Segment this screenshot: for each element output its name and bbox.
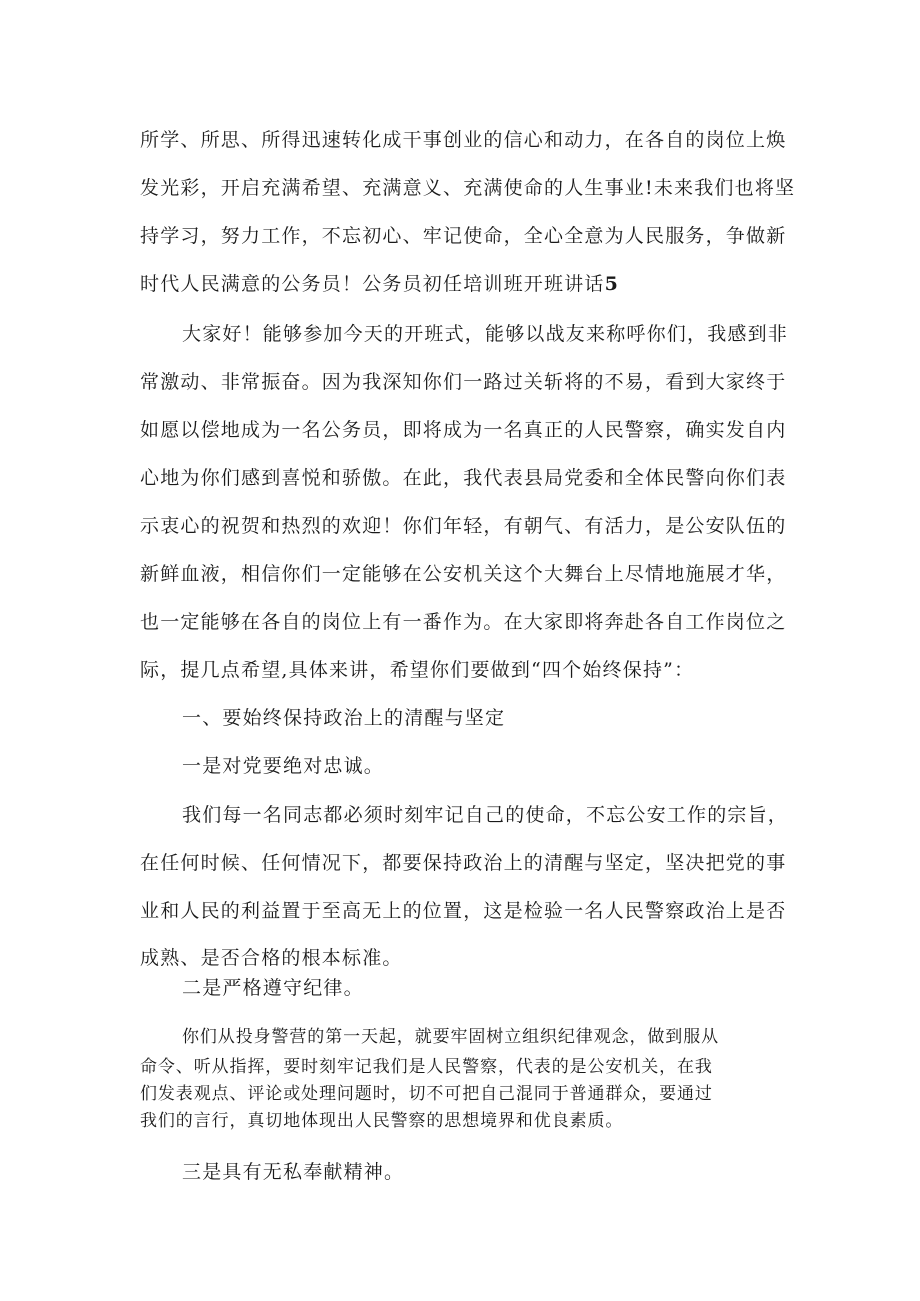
point-title: 一是对党要绝对忠诚。	[182, 755, 385, 777]
paragraph-line: 大家好！能够参加今天的开班式，能够以战友来称呼你们，我感到非	[182, 323, 789, 345]
point-title: 二是严格遵守纪律。	[182, 977, 364, 999]
paragraph-line: 示衷心的祝贺和热烈的欢迎！你们年轻，有朝气、有活力，是公安队伍的	[140, 515, 787, 537]
paragraph-line: 业和人民的利益置于至高无上的位置，这是检验一名人民警察政治上是否	[140, 900, 787, 922]
paragraph-line: 在任何时候、任何情况下，都要保持政治上的清醒与坚定，坚决把党的事	[140, 852, 787, 874]
paragraph-line: 我们的言行，真切地体现出人民警察的思想境界和优良素质。	[140, 1111, 624, 1131]
speech-title: 时代人民满意的公务员！公务员初任培训班开班讲话	[140, 273, 605, 295]
paragraph-line-with-title	[140, 272, 619, 296]
paragraph-line: 心地为你们感到喜悦和骄傲。在此，我代表县局党委和全体民警向你们表	[140, 467, 787, 489]
paragraph-line: 成熟、是否合格的根本标准。	[140, 947, 403, 969]
paragraph-line: 我们每一名同志都必须时刻牢记自己的使命，不忘公安工作的宗旨，	[182, 804, 789, 826]
paragraph-line: 命令、听从指挥，要时刻牢记我们是人民警察，代表的是公安机关，在我	[140, 1057, 713, 1077]
paragraph-line: 也一定能够在各自的岗位上有一番作为。在大家即将奔赴各自工作岗位之	[140, 611, 787, 633]
paragraph-line: 持学习，努力工作，不忘初心、牢记使命，全心全意为人民服务，争做新	[140, 225, 787, 247]
paragraph-line: 你们从投身警营的第一天起，就要牢固树立组织纪律观念，做到服从	[182, 1027, 719, 1047]
section-heading: 一、要始终保持政治上的清醒与坚定	[182, 707, 506, 729]
paragraph-line: 常激动、非常振奋。因为我深知你们一路过关斩将的不易，看到大家终于	[140, 371, 787, 393]
speech-number: 5	[604, 273, 620, 295]
paragraph-line: 新鲜血液，相信你们一定能够在公安机关这个大舞台上尽情地施展才华，	[140, 563, 787, 585]
paragraph-line: 们发表观点、评论或处理问题时，切不可把自己混同于普通群众，要通过	[140, 1084, 713, 1104]
paragraph-line: 如愿以偿地成为一名公务员，即将成为一名真正的人民警察，确实发自内	[140, 419, 787, 441]
point-title: 三是具有无私奉献精神。	[182, 1161, 405, 1183]
paragraph-line: 发光彩，开启充满希望、充满意义、充满使命的人生事业!未来我们也将坚	[140, 177, 796, 199]
paragraph-line: 际，提几点希望,具体来讲，希望你们要做到“四个始终保持”：	[140, 659, 695, 681]
paragraph-line: 所学、所思、所得迅速转化成干事创业的信心和动力，在各自的岗位上焕	[140, 129, 787, 151]
